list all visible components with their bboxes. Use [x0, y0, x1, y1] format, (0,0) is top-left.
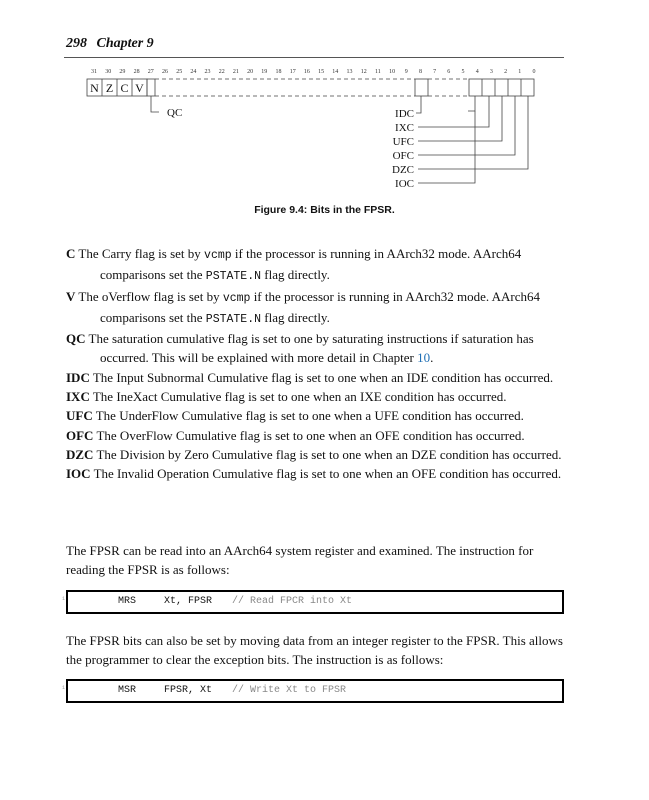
bit-number: 23 [204, 69, 211, 75]
bit-number: 25 [176, 69, 183, 75]
bit-number: 11 [375, 69, 381, 75]
paragraph-read-fpsr: The FPSR can be read into an AArch64 system register and examined. The instruction for reading the FPSR is as follows: [66, 543, 534, 578]
register-outline [87, 79, 534, 96]
definition-v: V The oVerflow flag is set by vcmp if the processor is running in AArch32 mode. AArch64 comparisons set the PSTATE.N flag directly. [66, 288, 540, 326]
bit-number: 31 [91, 69, 97, 75]
bit-number: 28 [133, 69, 140, 75]
bit-number: 3 [489, 69, 493, 75]
flag-c: C [120, 81, 129, 95]
code-comment: // Read FPCR into Xt [232, 596, 353, 607]
code-op: MRS [118, 596, 137, 607]
bit-number: 26 [162, 69, 168, 75]
leader-lines [151, 96, 528, 183]
figure-caption: Figure 9.4: Bits in the FPSR. [254, 204, 395, 216]
flag-v: V [135, 81, 144, 95]
bit-number: 17 [289, 69, 296, 75]
bit-number: 1 [518, 69, 522, 75]
bit-number: 10 [389, 69, 396, 75]
bit-number: 15 [318, 69, 325, 75]
label-ixc: IXC [395, 122, 414, 134]
bit-number: 20 [247, 69, 254, 75]
definition-ufc: UFC The UnderFlow Cumulative flag is set to one when a UFE condition has occurred. [66, 408, 524, 424]
bit-number: 4 [475, 69, 479, 75]
bit-number: 0 [532, 69, 536, 75]
label-qc: QC [167, 107, 183, 119]
definition-ixc: IXC The IneXact Cumulative flag is set to one when an IXE condition has occurred. [66, 389, 507, 405]
label-ofc: OFC [392, 150, 414, 162]
line-number: 1 [62, 685, 66, 691]
bit-number: 12 [360, 69, 367, 75]
bit-number: 27 [147, 69, 154, 75]
bit-number: 8 [419, 69, 422, 75]
bit-number: 2 [504, 69, 508, 75]
bit-number: 14 [332, 69, 339, 75]
label-ufc: UFC [392, 136, 414, 148]
definition-qc: QC The saturation cumulative flag is set to one by saturating instructions if saturation has occurred. This will be explained with more detail in Chapter 10. [66, 331, 534, 366]
bit-number: 29 [119, 69, 126, 75]
definition-dzc: DZC The Division by Zero Cumulative flag is set to one when an DZE condition has occurred. [66, 446, 562, 462]
exception-cells [469, 79, 534, 96]
bit-number: 13 [346, 69, 353, 75]
bit-number: 19 [261, 69, 268, 75]
code-listing-mrs [62, 590, 564, 614]
flag-labels [167, 107, 414, 190]
code-args: FPSR, Xt [164, 685, 213, 696]
code-listing-msr [62, 679, 564, 703]
bit-number: 16 [303, 69, 310, 75]
bit-number: 22 [218, 69, 225, 75]
bit-number-row [91, 69, 536, 75]
line-number: 1 [62, 596, 66, 602]
qc-cell [147, 79, 155, 96]
bit-number: 21 [232, 69, 239, 75]
chapter-title: Chapter 9 [96, 36, 154, 51]
bit-number: 24 [190, 69, 197, 75]
definition-ioc: IOC The Invalid Operation Cumulative flag is set to one when an OFE condition has occurred. [66, 466, 562, 482]
paragraph-write-fpsr: The FPSR bits can also be set by moving data from an integer register to the FPSR. This allows the programmer to clear the exception bits. The instruction is as follows: [66, 633, 563, 668]
bit-number: 30 [105, 69, 112, 75]
bit-number: 7 [433, 69, 437, 75]
definition-c: C The Carry flag is set by vcmp if the processor is running in AArch32 mode. AArch64 comparisons set the PSTATE.N flag directly. [66, 246, 522, 284]
fpsr-bit-diagram [0, 0, 649, 210]
label-idc: IDC [395, 108, 414, 120]
bit-number: 9 [404, 69, 408, 75]
bit-number: 18 [275, 69, 282, 75]
label-dzc: DZC [392, 164, 414, 176]
definition-ofc: OFC The OverFlow Cumulative flag is set to one when an OFE condition has occurred. [66, 427, 525, 443]
definition-idc: IDC The Input Subnormal Cumulative flag is set to one when an IDE condition has occurred. [66, 369, 554, 385]
chapter-link[interactable]: 10 [417, 350, 431, 366]
page-number: 298 [66, 36, 87, 51]
code-comment: // Write Xt to FPSR [232, 685, 347, 696]
idc-cell [415, 79, 428, 96]
code-op: MSR [118, 685, 137, 696]
label-ioc: IOC [395, 178, 414, 190]
flag-n: N [90, 81, 99, 95]
code-args: Xt, FPSR [164, 596, 213, 607]
bit-number: 5 [461, 69, 465, 75]
bit-number: 6 [447, 69, 451, 75]
flag-definitions [66, 244, 566, 484]
flag-z: Z [105, 81, 114, 95]
